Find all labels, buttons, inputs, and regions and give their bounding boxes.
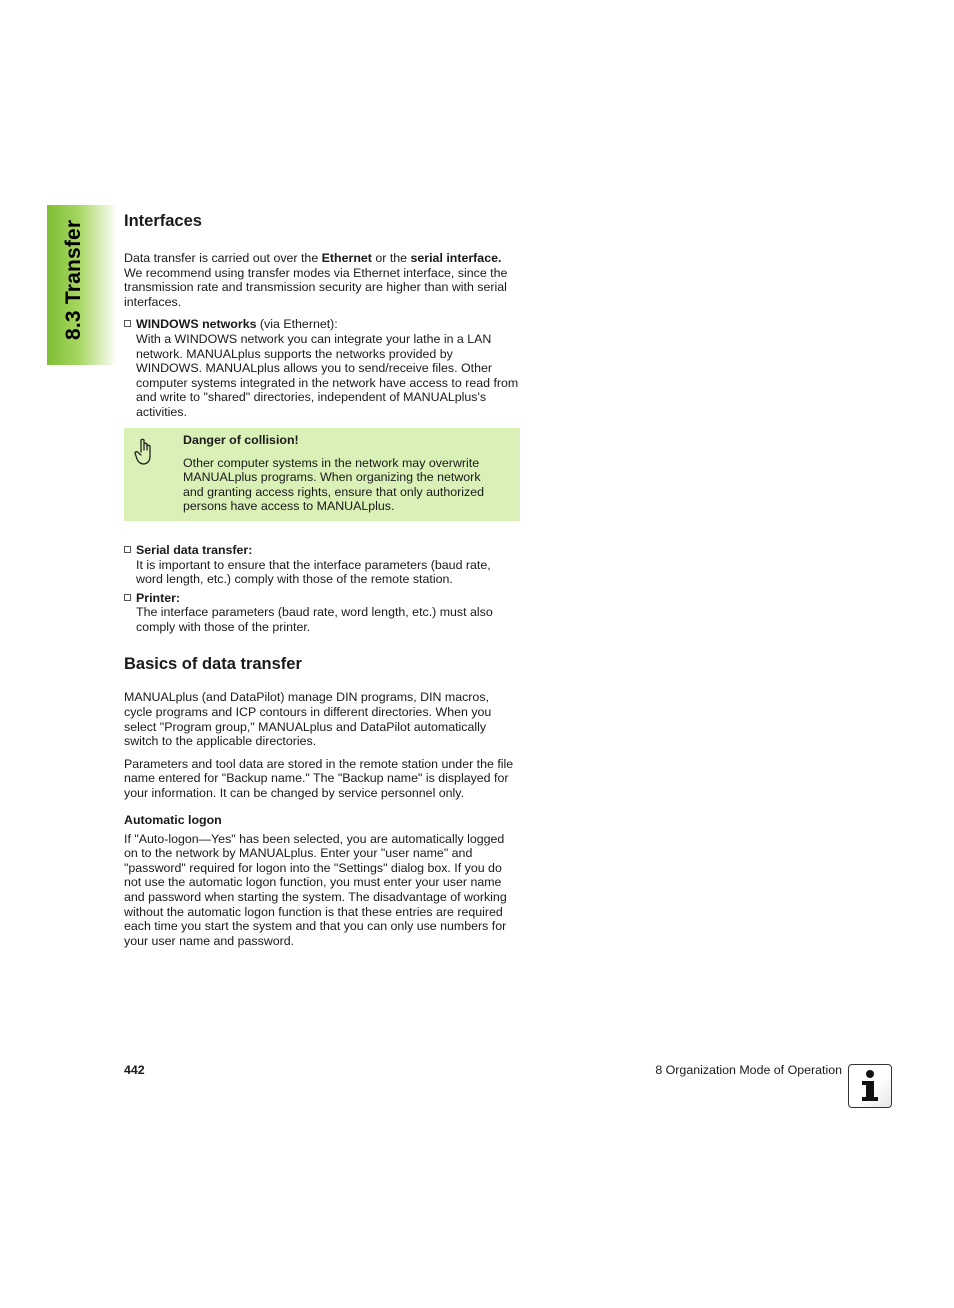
windows-networks-suffix: (via Ethernet): [256, 317, 338, 332]
info-glyph [849, 1065, 890, 1106]
bullet-square-icon [124, 594, 131, 601]
chapter-side-tab-label: 8.3 Transfer [62, 219, 85, 340]
serial-transfer-title: Serial data transfer: [136, 542, 253, 557]
printer-body: The interface parameters (baud rate, word length, etc.) must also comply with those of the printer. [136, 605, 493, 634]
automatic-logon-body: If "Auto-logon—Yes" has been selected, you are automatically logged on to the network by MANUALplus. Enter your "user name" and "password" required for logon into the "Settings" dialog box. If you do not use the automatic logon function, you must enter your user name and password when starting the system. The disadvantage of working without the automatic logon function is that these entries are required each time you start the system and that you can only use numbers for your user name and password. [124, 831, 507, 948]
printer-item [124, 591, 520, 635]
warning-title: Danger of collision! [183, 432, 299, 447]
windows-networks-item [124, 317, 520, 419]
bullet-square-icon [124, 320, 131, 327]
serial-transfer-item [124, 543, 520, 587]
printer-title: Printer: [136, 590, 181, 605]
collision-warning-box [124, 428, 520, 521]
main-content [124, 211, 520, 948]
bullet-square-icon [124, 546, 131, 553]
basics-section [124, 654, 520, 948]
interfaces-intro: Data transfer is carried out over the Ethernet or the serial interface. We recommend using transfer modes via Ethernet interface, since the transmission rate and transmission security are higher than with serial interfaces. [124, 251, 508, 309]
windows-networks-body: With a WINDOWS network you can integrate your lathe in a LAN network. MANUALplus supports the networks provided by WINDOWS. MANUALplus allows you to send/receive files. Other computer systems integrated in the network have access to read from and write to "shared" directories, independent of MANUALplus's activities. [136, 331, 519, 419]
hand-pointing-icon [134, 438, 154, 466]
warning-body: Other computer systems in the network may overwrite MANUALplus programs. When organizing the network and granting access rights, ensure that only authorized persons have access to MANUALplus. [183, 455, 484, 514]
interfaces-heading: Interfaces [124, 212, 202, 230]
basics-paragraph-1: MANUALplus (and DataPilot) manage DIN programs, DIN macros, cycle programs and ICP contours in different directories. When you select "Program group," MANUALplus and DataPilot automatically switch to the applicable directories. [124, 690, 492, 749]
page-number: 442 [124, 1063, 145, 1077]
info-icon [848, 1064, 892, 1108]
basics-heading: Basics of data transfer [124, 655, 302, 674]
windows-networks-title: WINDOWS networks [136, 317, 257, 332]
chapter-title: 8 Organization Mode of Operation [655, 1063, 842, 1077]
serial-transfer-body: It is important to ensure that the interface parameters (baud rate, word length, etc.) comply with those of the remote station. [136, 557, 491, 587]
automatic-logon-heading: Automatic logon [124, 812, 222, 827]
basics-paragraph-2: Parameters and tool data are stored in the remote station under the file name entered for "Backup name." The "Backup name" is displayed for your information. It can be changed by service personnel only. [124, 756, 514, 801]
